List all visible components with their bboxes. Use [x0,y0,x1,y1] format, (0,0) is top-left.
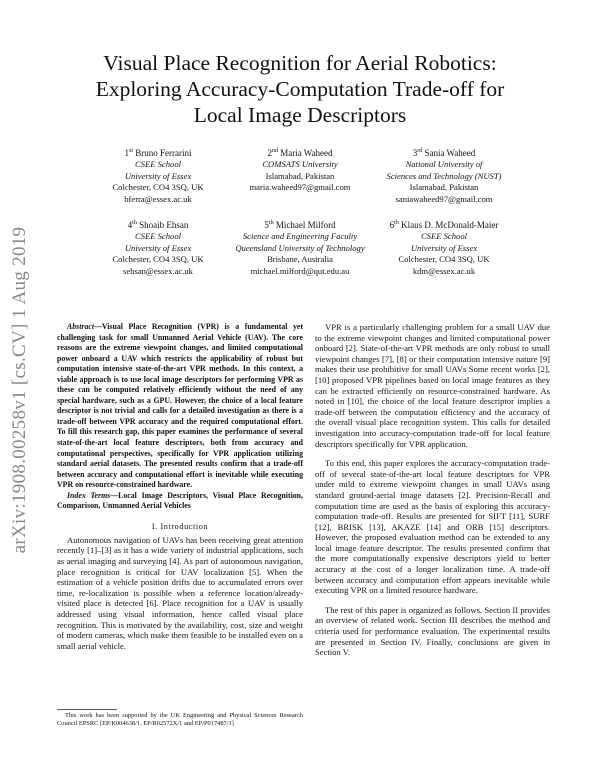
author-affiliation: Science and Engineering Faculty [242,231,358,242]
arxiv-sidebar-stamp [2,215,38,565]
author-email: bferra@essex.ac.uk [124,193,192,204]
left-column [57,322,303,651]
author-email: sehsan@essex.ac.uk [123,265,193,276]
author-email: michael.milford@qut.edu.au [250,265,350,276]
right-column [315,322,550,658]
author-affiliation: CSEE School [134,231,182,242]
author-affiliation: CSEE School [420,231,468,242]
footnote-rule [57,709,117,710]
paragraph: VPR is a particularly challenging problem for a small UAV due to the extreme viewpoint changes and limited computational power onboard [2]. State-of-the-art VPR methods are only robust to small viewpoint changes [7], [8] or their computation intensive nature [9] makes their use prohibitive for small UAVs Some recent works [2], [10] proposed VPR pipelines based on local image features as they can be extracted efficiently on resource-constrained hardware. As noted in [10], the choice of the local feature descriptor implies a trade-off between the computation efficiency and the accuracy of the overall visual place recognition system. This calls for detailed investigation into accuracy-computation trade-off for local feature descriptors specifically for VPR application. [315,322,550,449]
abstract-label: Abstract [67,322,95,331]
paper-title: Visual Place Recognition for Aerial Robotics: Exploring Accuracy-Computation Trade-off for Local Image Descriptors [95,51,505,127]
index-terms-text: —Local Image Descriptors, Visual Place Recognition, Comparison, Unmanned Aerial Vehicles [57,490,304,511]
author-name: Sania Waheed [424,148,476,158]
author-name: Michael Milford [275,220,336,230]
abstract-text: —Visual Place Recognition (VPR) is a fundamental yet challenging task for small Unmanned Aerial Vehicle (UAV). The core reasons are the extreme viewpoint changes, and limited computational power onboard a UAV which restricts the applicability of robust but computation intensive state-of-the-art VPR methods. In this context, a viable approach is to use local image descriptors for performing VPR as these can be computed relatively efficiently without the need of any special hardware, such as a GPU. However, the choice of a local feature descriptor is not trivial and calls for a detailed investigation as there is a trade-off between VPR accuracy and the required computational effort. To fill this research gap, this paper examines the performance of several state-of-the-art local feature descriptors, both from accuracy and computational perspectives, specifically for VPR application utilizing standard aerial datasets. The presented results confirm that a trade-off between accuracy and computational effort is inevitable while executing VPR on resource-constrained hardware. [57,322,303,490]
author-name: Bruno Ferrarini [135,148,192,158]
author-affiliation: CSEE School [134,159,182,170]
author-5: 5th Michael Milford Science and Engineering Faculty Queensland University of Technology Brisbane, Australia michael.milford@qut.edu.au [215,218,385,277]
author-3: 3rd Sania Waheed National University of Sciences and Technology (NUST) Islamabad, Pakistan saniawaheed97@gmail.com [359,146,529,205]
footnote: This work has been supported by the UK Engineering and Physical Sciences Research Council EPSRC [EP/K004638/1, EP/R02572X/1 and EP/P017487/1] [57,712,303,728]
arxiv-id: arXiv:1908.00258v1 [cs.CV] 1 Aug 2019 [9,226,30,554]
author-email: kdm@essex.ac.uk [412,265,476,276]
paragraph: Autonomous navigation of UAVs has been receiving great attention recently [1]–[3] as it has a wide variety of industrial applications, such as aerial imaging and surveying [4]. As part of autonomous navigation, place recognition is critical for UAV localization [5]. When the estimation of a vehicle position drifts due to accumulated errors over time, re-localization is possible when a reference location/already-visited place is detected [6]. Place recognition for a UAV is usually addressed using visual information, hence called visual place recognition. This is motivated by the availability, cost, size and weight of modern cameras, which make them feasible to be installed even on a small aerial vehicle. [57,534,303,651]
paragraph: To this end, this paper explores the accuracy-computation trade-off of several state-of-the-art local feature descriptors for VPR under mild to extreme viewpoint changes in small UAVs using standard ground-aerial image datasets [2]. Precision-Recall and computation time are used as the basis of exploring this accuracy-computation trade-off. Results are presented for SIFT [11], SURF [12], BRISK [13], AKAZE [14] and ORB [15] descriptors. However, the proposed evaluation method can be extended to any local image feature descriptor. The results presented confirm that the more computationally expensive descriptors yield to better accuracy at the cost of a longer localization time. A trade-off between accuracy and computation effort appears inevitable while executing VPR on a limited resource hardware. [315,458,550,596]
author-email: maria.waheed97@gmail.com [249,182,351,193]
author-name: Klaus D. McDonald-Maier [401,220,499,230]
paragraph: The rest of this paper is organized as follows. Section II provides an overview of related work. Section III describes the method and criteria used for performance evaluation. The experimental results are presented in Section IV. Finally, conclusions are given in Section V. [315,604,550,658]
author-email: saniawaheed97@gmail.com [395,193,493,204]
author-6: 6th Klaus D. McDonald-Maier CSEE School University of Essex Colchester, CO4 3SQ, UK kdm@essex.ac.uk [359,218,529,277]
index-terms [57,491,303,512]
author-affiliation: COMSATS University [262,159,338,170]
author-1: 1st Bruno Ferrarini CSEE School University of Essex Colchester, CO4 3SQ, UK bferra@essex.ac.uk [73,146,243,205]
author-4: 4th Shoaib Ehsan CSEE School University of Essex Colchester, CO4 3SQ, UK sehsan@essex.ac.uk [73,218,243,277]
index-terms-label: Index Terms [67,490,111,500]
author-affiliation: National University of [405,159,483,170]
author-name: Maria Waheed [280,148,333,158]
author-name: Shoaib Ehsan [139,220,189,230]
section-heading: I. Introduction [151,521,209,531]
author-2: 2nd Maria Waheed COMSATS University Islamabad, Pakistan maria.waheed97@gmail.com [215,146,385,194]
abstract [57,322,303,491]
